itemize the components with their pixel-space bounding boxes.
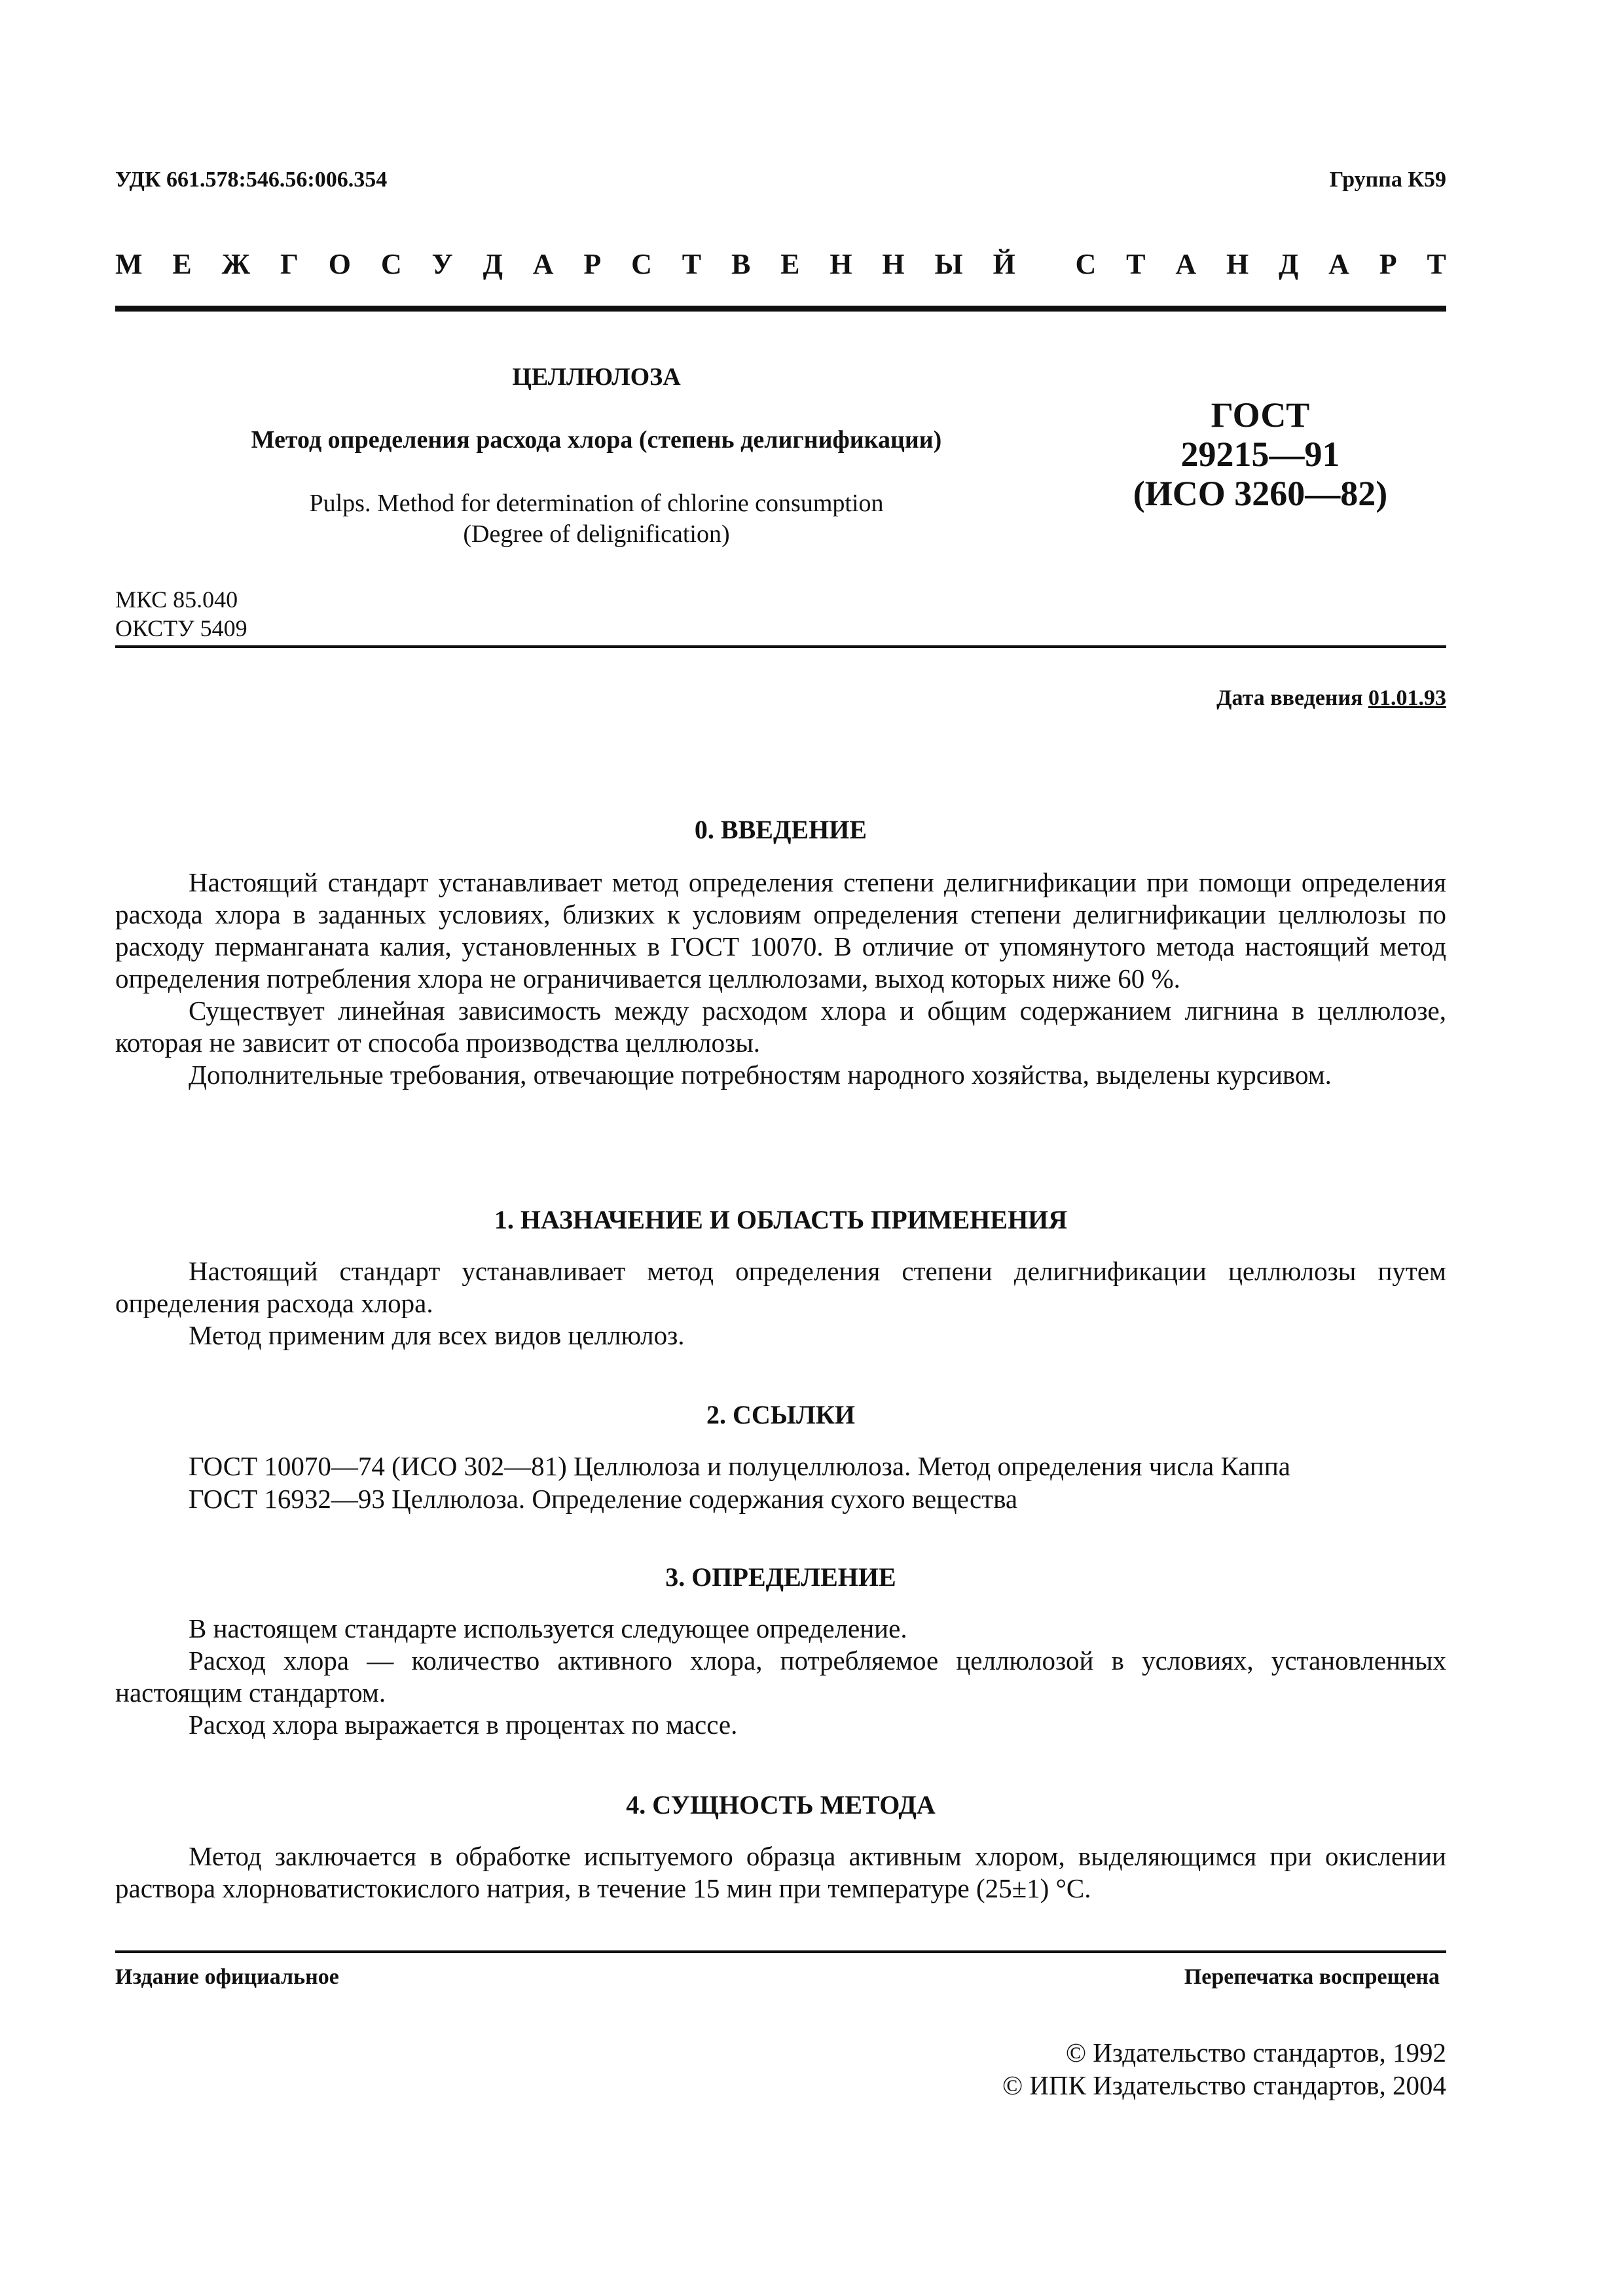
banner-letter: С: [380, 248, 402, 280]
group-code: Группа К59: [1329, 168, 1446, 192]
top-rule: [115, 306, 1446, 312]
udk-code: УДК 661.578:546.56:006.354: [115, 168, 388, 192]
header-rule: [115, 645, 1446, 648]
document-subtitle: Метод определения расхода хлора (степень делигнификации): [251, 426, 942, 454]
date-label: Дата введения: [1216, 686, 1363, 710]
banner-letter: Ы: [934, 248, 963, 280]
banner-letter: У: [431, 248, 453, 280]
banner-letter: Н: [1226, 248, 1249, 280]
banner-letter: Д: [1279, 248, 1299, 280]
reference-item: ГОСТ 16932—93 Целлюлоза. Определение содержания сухого вещества: [189, 1484, 1018, 1514]
section-heading: 0. ВВЕДЕНИЕ: [694, 815, 867, 844]
official-edition-label: Издание официальное: [115, 1965, 339, 1989]
banner-letter: Е: [172, 248, 192, 280]
banner-letter: Т: [1126, 248, 1146, 280]
section-body: [115, 1255, 1446, 1352]
section-body: [115, 1840, 1446, 1905]
copyright-line: © ИПК Издательство стандартов, 2004: [1002, 2070, 1446, 2100]
banner-letter: Р: [583, 248, 602, 280]
banner-letter: О: [328, 248, 352, 280]
banner-letter: А: [1175, 248, 1197, 280]
section-body: [115, 867, 1446, 1091]
english-title: [115, 488, 1078, 550]
banner-letter: А: [532, 248, 554, 280]
section-heading: 2. ССЫЛКИ: [706, 1400, 855, 1429]
standard-banner: [115, 247, 1446, 281]
paragraph: Дополнительные требования, отвечающие потребностям народного хозяйства, выделены курсивом.: [189, 1060, 1332, 1090]
paragraph: Расход хлора выражается в процентах по массе.: [189, 1710, 738, 1740]
okstu-code: ОКСТУ 5409: [115, 615, 247, 641]
banner-letter: Н: [830, 248, 852, 280]
classification-codes: [115, 585, 247, 643]
copyright-line: © Издательство стандартов, 1992: [1065, 2037, 1446, 2068]
banner-letter: Н: [882, 248, 905, 280]
banner-letter: Д: [483, 248, 503, 280]
paragraph: Настоящий стандарт устанавливает метод определения степени делигнификации при помощи определения расхода хлора в заданных условиях, близких к условиям определения степени делигнификации целлюлозы по расходу перманганата калия, установленных в ГОСТ 10070. В отличие от упомянутого метода настоящий метод определения потребления хлора не ограничивается целлюлозами, выход которых ниже 60 %.: [115, 867, 1446, 994]
banner-letter: С: [631, 248, 652, 280]
reprint-prohibited-label: Перепечатка воспрещена: [1184, 1965, 1440, 1989]
gost-designation: [1074, 395, 1447, 513]
section-heading: 3. ОПРЕДЕЛЕНИЕ: [665, 1562, 896, 1592]
section-body: [115, 1613, 1446, 1741]
footer-rule: [115, 1950, 1446, 1953]
section-heading: 1. НАЗНАЧЕНИЕ И ОБЛАСТЬ ПРИМЕНЕНИЯ: [494, 1205, 1068, 1234]
paragraph: Существует линейная зависимость между расходом хлора и общим содержанием лигнина в целлюлозе, которая не зависит от способа производства целлюлозы.: [115, 996, 1446, 1058]
paragraph: Настоящий стандарт устанавливает метод определения степени делигнификации целлюлозы путем определения расхода хлора.: [115, 1256, 1446, 1318]
banner-letter: Т: [1427, 248, 1446, 280]
banner-letter: Е: [780, 248, 800, 280]
english-title-line: Pulps. Method for determination of chlorine consumption: [309, 490, 884, 517]
english-title-line: (Degree of delignification): [463, 520, 730, 548]
banner-letter: В: [731, 248, 751, 280]
iso-number: (ИСО 3260—82): [1133, 474, 1388, 513]
banner-letter: Й: [993, 248, 1015, 280]
document-title: ЦЕЛЛЮЛОЗА: [512, 363, 681, 391]
title-block: [115, 363, 1078, 550]
paragraph: Расход хлора — количество активного хлора, потребляемое целлюлозой в условиях, установленных настоящим стандартом.: [115, 1645, 1446, 1708]
banner-letter: Т: [682, 248, 702, 280]
section-heading: 4. СУЩНОСТЬ МЕТОДА: [626, 1790, 936, 1820]
banner-letter: С: [1075, 248, 1097, 280]
paragraph: Метод применим для всех видов целлюлоз.: [189, 1320, 685, 1350]
banner-letter: А: [1328, 248, 1349, 280]
gost-number: 29215—91: [1180, 435, 1340, 474]
date-value: 01.01.93: [1368, 686, 1446, 710]
mks-code: МКС 85.040: [115, 586, 238, 613]
introduction-date: [1216, 686, 1446, 711]
gost-line: ГОСТ: [1211, 395, 1310, 435]
banner-letter: Г: [280, 248, 299, 280]
banner-letter: Р: [1379, 248, 1397, 280]
reference-item: ГОСТ 10070—74 (ИСО 302—81) Целлюлоза и полуцеллюлоза. Метод определения числа Каппа: [189, 1451, 1291, 1481]
banner-letter: М: [115, 248, 143, 280]
banner-letter: Ж: [221, 248, 251, 280]
paragraph: В настоящем стандарте используется следующее определение.: [189, 1613, 907, 1643]
paragraph: Метод заключается в обработке испытуемого образца активным хлором, выделяющимся при окислении раствора хлорноватистокислого натрия, в течение 15 мин при температуре (25±1) °С.: [115, 1841, 1446, 1903]
